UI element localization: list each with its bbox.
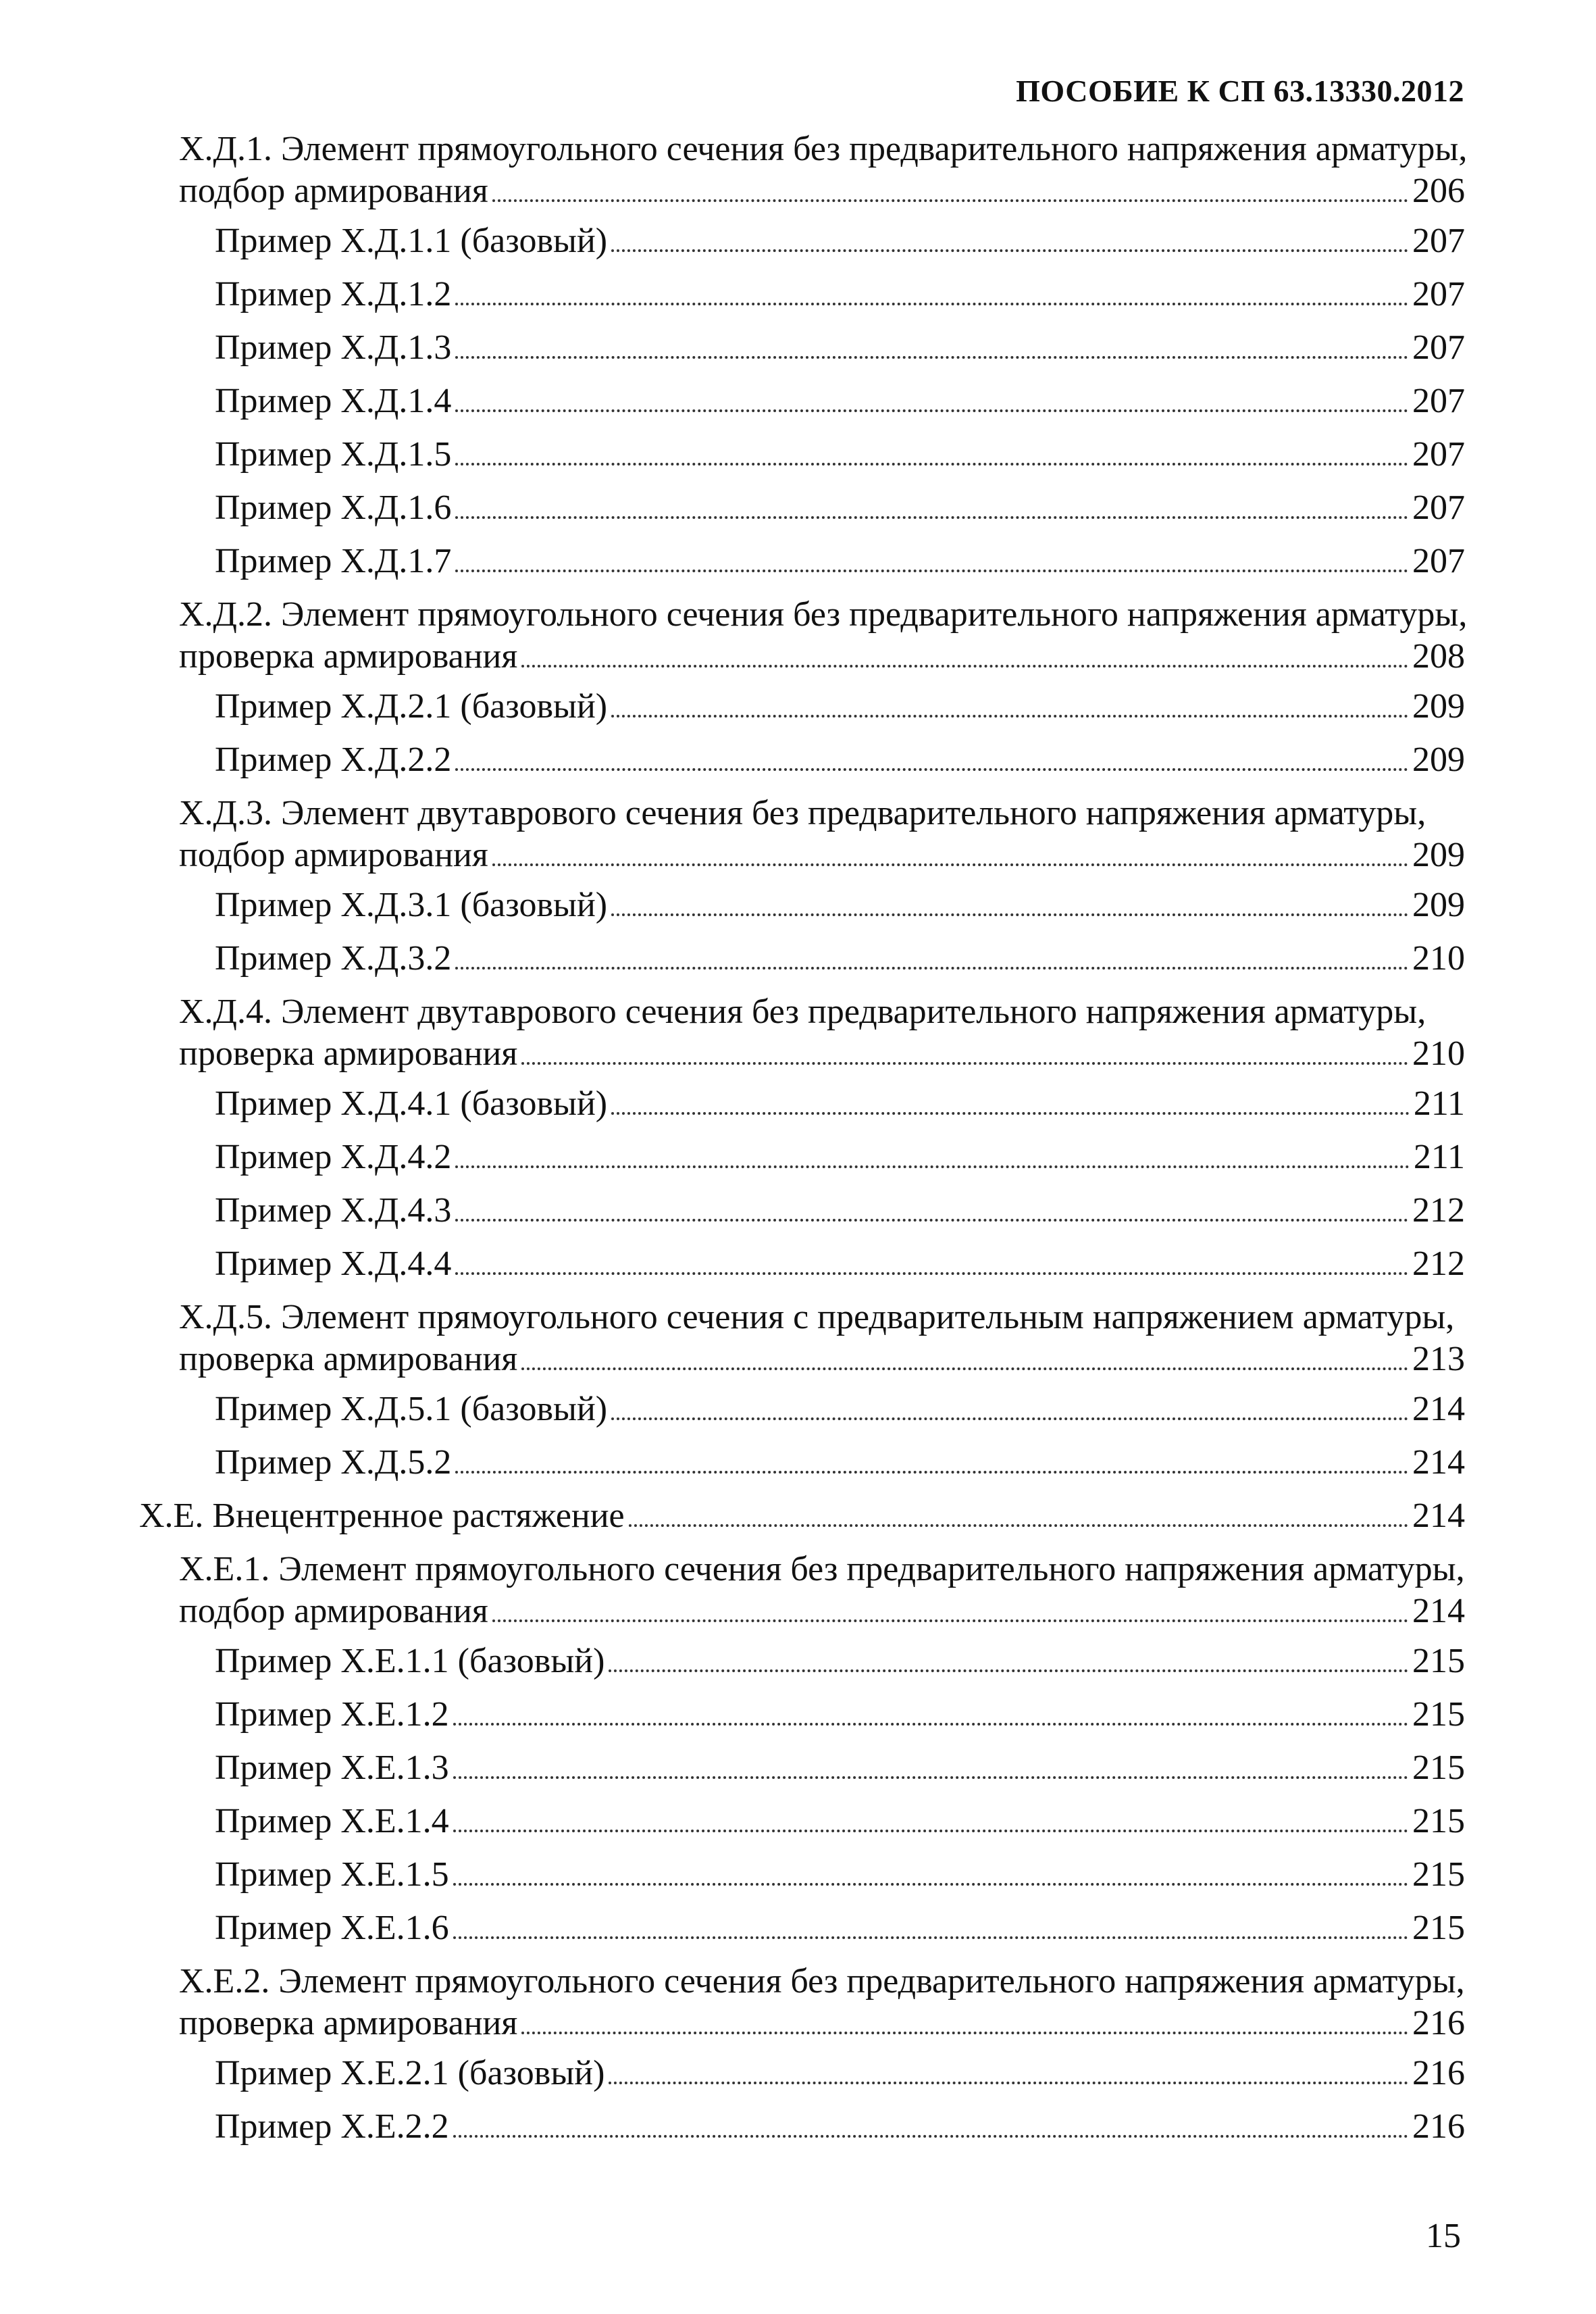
toc-entry-page: 214 bbox=[1412, 1496, 1465, 1535]
toc-entry-leader-line bbox=[215, 1747, 1465, 1789]
toc-example-entry[interactable] bbox=[215, 1136, 1465, 1190]
toc-entry-page: 209 bbox=[1412, 836, 1465, 874]
toc-entry-leader-line bbox=[179, 1590, 1465, 1632]
dot-leader bbox=[611, 913, 1408, 916]
toc-entry-page: 208 bbox=[1412, 637, 1465, 676]
toc-entry-page: 215 bbox=[1412, 1695, 1465, 1734]
toc-entry-page: 209 bbox=[1412, 740, 1465, 779]
toc-subsection-entry[interactable] bbox=[179, 1961, 1465, 2053]
toc-example-entry[interactable] bbox=[215, 1907, 1465, 1961]
toc-entry-page: 214 bbox=[1412, 1443, 1465, 1482]
toc-entry-title: проверка армирования bbox=[179, 2004, 518, 2042]
toc-entry-leader-line bbox=[215, 274, 1465, 316]
toc-entry-leader-line bbox=[215, 1801, 1465, 1842]
toc-entry-title: Пример Х.Д.1.3 bbox=[215, 328, 452, 367]
dot-leader bbox=[611, 715, 1408, 718]
dot-leader bbox=[453, 2135, 1408, 2138]
toc-entry-leader-line bbox=[215, 1442, 1465, 1484]
toc-entry-leader-line bbox=[215, 2106, 1465, 2148]
dot-leader bbox=[611, 1112, 1410, 1115]
toc-entry-title: Пример Х.Е.1.4 bbox=[215, 1802, 449, 1840]
toc-entry-leader-line bbox=[215, 1190, 1465, 1232]
toc-entry-page: 215 bbox=[1412, 1909, 1465, 1947]
toc-entry-leader-line bbox=[179, 636, 1465, 678]
toc-entry-page: 215 bbox=[1412, 1855, 1465, 1894]
toc-entry-leader-line bbox=[139, 1495, 1465, 1537]
toc-entry-page: 210 bbox=[1412, 939, 1465, 978]
toc-entry-title: Пример Х.Е.2.1 (базовый) bbox=[215, 2054, 605, 2092]
toc-entry-page: 212 bbox=[1412, 1244, 1465, 1283]
toc-entry-leader-line bbox=[215, 1640, 1465, 1682]
toc-entry-page: 211 bbox=[1413, 1084, 1465, 1123]
toc-entry-title-line: Х.Е.1. Элемент прямоугольного сечения без предварительного напряжения арматуры, bbox=[179, 1550, 1465, 1588]
dot-leader bbox=[455, 1165, 1410, 1168]
toc-example-entry[interactable] bbox=[215, 434, 1465, 487]
dot-leader bbox=[455, 967, 1408, 970]
toc-entry-title-line: Х.Д.4. Элемент двутаврового сечения без предварительного напряжения арматуры, bbox=[179, 992, 1426, 1031]
running-header: ПОСОБИЕ К СП 63.13330.2012 bbox=[1016, 74, 1464, 108]
dot-leader bbox=[455, 1471, 1408, 1474]
toc-subsection-entry[interactable] bbox=[179, 594, 1468, 686]
dot-leader bbox=[455, 570, 1408, 572]
toc-entry-title: Пример Х.Е.1.2 bbox=[215, 1695, 449, 1734]
toc-entry-title: Пример Х.Е.1.5 bbox=[215, 1855, 449, 1894]
toc-entry-page: 211 bbox=[1413, 1138, 1465, 1176]
dot-leader bbox=[455, 768, 1408, 771]
toc-entry-page: 214 bbox=[1412, 1592, 1465, 1630]
toc-entry-title: подбор армирования bbox=[179, 1592, 488, 1630]
toc-example-entry[interactable] bbox=[215, 739, 1465, 793]
toc-entry-page: 207 bbox=[1412, 435, 1465, 474]
toc-entry-page: 216 bbox=[1412, 2054, 1465, 2092]
toc-entry-title: Пример Х.Д.4.4 bbox=[215, 1244, 452, 1283]
dot-leader bbox=[455, 356, 1408, 359]
toc-entry-title: Пример Х.Д.1.4 bbox=[215, 382, 452, 420]
dot-leader bbox=[521, 665, 1408, 668]
dot-leader bbox=[453, 1723, 1408, 1726]
toc-entry-page: 209 bbox=[1412, 886, 1465, 924]
toc-example-entry[interactable] bbox=[215, 540, 1465, 594]
dot-leader bbox=[611, 249, 1408, 252]
toc-entry-leader-line bbox=[215, 540, 1465, 582]
toc-example-entry[interactable] bbox=[215, 1640, 1465, 1694]
toc-example-entry[interactable] bbox=[215, 327, 1465, 380]
toc-example-entry[interactable] bbox=[215, 2106, 1465, 2159]
toc-entry-title-line: Х.Д.1. Элемент прямоугольного сечения без предварительного напряжения арматуры, bbox=[179, 130, 1468, 168]
dot-leader bbox=[453, 1776, 1408, 1779]
toc-entry-title-line: Х.Д.2. Элемент прямоугольного сечения без предварительного напряжения арматуры, bbox=[179, 595, 1468, 634]
toc-example-entry[interactable] bbox=[215, 884, 1465, 938]
toc-entry-title: Пример Х.Е.1.6 bbox=[215, 1909, 449, 1947]
toc-entry-title: Пример Х.Д.1.2 bbox=[215, 275, 452, 313]
toc-subsection-entry[interactable] bbox=[179, 128, 1468, 220]
toc-entry-leader-line bbox=[179, 834, 1465, 876]
toc-example-entry[interactable] bbox=[215, 274, 1465, 327]
toc-entry-leader-line bbox=[215, 686, 1465, 728]
toc-entry-leader-line bbox=[215, 938, 1465, 980]
page-number: 15 bbox=[1426, 2217, 1461, 2255]
toc-entry-leader-line bbox=[215, 1854, 1465, 1896]
dot-leader bbox=[609, 2082, 1408, 2084]
toc-entry-leader-line bbox=[215, 884, 1465, 926]
toc-example-entry[interactable] bbox=[215, 1243, 1465, 1297]
dot-leader bbox=[455, 1272, 1408, 1275]
dot-leader bbox=[492, 199, 1408, 202]
toc-subsection-entry[interactable] bbox=[179, 991, 1465, 1083]
dot-leader bbox=[453, 1830, 1408, 1832]
toc-entry-page: 207 bbox=[1412, 222, 1465, 260]
toc-example-entry[interactable] bbox=[215, 1747, 1465, 1801]
dot-leader bbox=[521, 1062, 1408, 1065]
toc-example-entry[interactable] bbox=[215, 1442, 1465, 1495]
toc-entry-leader-line bbox=[215, 1694, 1465, 1736]
toc-entry-leader-line bbox=[215, 1136, 1465, 1178]
dot-leader bbox=[629, 1524, 1408, 1527]
toc-entry-title: Пример Х.Д.5.2 bbox=[215, 1443, 452, 1482]
toc-entry-page: 215 bbox=[1412, 1749, 1465, 1787]
dot-leader bbox=[455, 516, 1408, 519]
toc-subsection-entry[interactable] bbox=[179, 1297, 1465, 1388]
toc-entry-title: проверка армирования bbox=[179, 1034, 518, 1073]
toc-entry-title-line: Х.Е.2. Элемент прямоугольного сечения без предварительного напряжения арматуры, bbox=[179, 1962, 1465, 2001]
toc-example-entry[interactable] bbox=[215, 1190, 1465, 1243]
toc-entry-leader-line bbox=[215, 1083, 1465, 1125]
toc-entry-leader-line bbox=[215, 2053, 1465, 2094]
toc-entry-title: Пример Х.Д.2.1 (базовый) bbox=[215, 687, 608, 726]
toc-entry-page: 207 bbox=[1412, 542, 1465, 580]
toc-entry-title: Пример Х.Д.4.1 (базовый) bbox=[215, 1084, 608, 1123]
toc-entry-leader-line bbox=[215, 487, 1465, 529]
dot-leader bbox=[611, 1417, 1408, 1420]
toc-example-entry[interactable] bbox=[215, 1694, 1465, 1747]
toc-entry-page: 210 bbox=[1412, 1034, 1465, 1073]
dot-leader bbox=[521, 1367, 1408, 1370]
toc-entry-title: Пример Х.Д.1.1 (базовый) bbox=[215, 222, 608, 260]
toc-entry-title-line: Х.Д.5. Элемент прямоугольного сечения с предварительным напряжением арматуры, bbox=[179, 1298, 1455, 1336]
toc-entry-leader-line bbox=[215, 1243, 1465, 1285]
toc-example-entry[interactable] bbox=[215, 1083, 1465, 1136]
toc-entry-leader-line bbox=[215, 1907, 1465, 1949]
toc-entry-title: проверка армирования bbox=[179, 637, 518, 676]
toc-example-entry[interactable] bbox=[215, 220, 1465, 274]
toc-example-entry[interactable] bbox=[215, 487, 1465, 540]
toc-entry-title: Пример Х.Е.1.3 bbox=[215, 1749, 449, 1787]
toc-entry-title: подбор армирования bbox=[179, 836, 488, 874]
table-of-contents bbox=[0, 128, 1596, 2159]
toc-entry-page: 207 bbox=[1412, 488, 1465, 527]
toc-entry-leader-line bbox=[179, 170, 1465, 212]
dot-leader bbox=[521, 2032, 1408, 2034]
toc-entry-page: 214 bbox=[1412, 1390, 1465, 1428]
toc-entry-title: Х.Е. Внецентренное растяжение bbox=[139, 1496, 625, 1535]
toc-entry-title: Пример Х.Д.1.5 bbox=[215, 435, 452, 474]
dot-leader bbox=[453, 1883, 1408, 1886]
toc-entry-page: 213 bbox=[1412, 1340, 1465, 1378]
toc-section-entry[interactable] bbox=[139, 1495, 1465, 1549]
toc-example-entry[interactable] bbox=[215, 380, 1465, 434]
toc-entry-page: 207 bbox=[1412, 382, 1465, 420]
toc-entry-page: 207 bbox=[1412, 275, 1465, 313]
toc-entry-title: Пример Х.Е.2.2 bbox=[215, 2107, 449, 2146]
toc-entry-leader-line bbox=[215, 434, 1465, 476]
toc-entry-leader-line bbox=[215, 380, 1465, 422]
toc-entry-title: Пример Х.Д.1.6 bbox=[215, 488, 452, 527]
toc-subsection-entry[interactable] bbox=[179, 1549, 1465, 1640]
dot-leader bbox=[455, 463, 1408, 466]
toc-entry-page: 216 bbox=[1412, 2107, 1465, 2146]
toc-entry-title: Пример Х.Д.4.3 bbox=[215, 1191, 452, 1230]
toc-entry-title: Пример Х.Д.1.7 bbox=[215, 542, 452, 580]
toc-example-entry[interactable] bbox=[215, 1801, 1465, 1854]
toc-entry-page: 215 bbox=[1412, 1642, 1465, 1680]
toc-entry-leader-line bbox=[215, 327, 1465, 369]
toc-entry-page: 215 bbox=[1412, 1802, 1465, 1840]
toc-subsection-entry[interactable] bbox=[179, 793, 1465, 884]
toc-example-entry[interactable] bbox=[215, 686, 1465, 739]
toc-entry-leader-line bbox=[179, 2003, 1465, 2044]
toc-entry-leader-line bbox=[215, 220, 1465, 262]
toc-entry-page: 207 bbox=[1412, 328, 1465, 367]
toc-entry-title: Пример Х.Д.2.2 bbox=[215, 740, 452, 779]
toc-entry-title: Пример Х.Е.1.1 (базовый) bbox=[215, 1642, 605, 1680]
dot-leader bbox=[609, 1669, 1408, 1672]
toc-entry-title: проверка армирования bbox=[179, 1340, 518, 1378]
dot-leader bbox=[455, 1219, 1408, 1222]
toc-entry-page: 209 bbox=[1412, 687, 1465, 726]
toc-example-entry[interactable] bbox=[215, 1854, 1465, 1907]
toc-entry-title: подбор армирования bbox=[179, 172, 488, 210]
dot-leader bbox=[492, 863, 1408, 866]
toc-entry-title-line: Х.Д.3. Элемент двутаврового сечения без предварительного напряжения арматуры, bbox=[179, 794, 1426, 832]
toc-entry-title: Пример Х.Д.3.2 bbox=[215, 939, 452, 978]
dot-leader bbox=[453, 1936, 1408, 1939]
toc-entry-title: Пример Х.Д.3.1 (базовый) bbox=[215, 886, 608, 924]
toc-entry-page: 206 bbox=[1412, 172, 1465, 210]
toc-entry-leader-line bbox=[215, 739, 1465, 781]
toc-example-entry[interactable] bbox=[215, 2053, 1465, 2106]
toc-example-entry[interactable] bbox=[215, 938, 1465, 991]
toc-entry-page: 216 bbox=[1412, 2004, 1465, 2042]
toc-entry-page: 212 bbox=[1412, 1191, 1465, 1230]
dot-leader bbox=[492, 1619, 1408, 1622]
toc-example-entry[interactable] bbox=[215, 1388, 1465, 1442]
toc-entry-title: Пример Х.Д.5.1 (базовый) bbox=[215, 1390, 608, 1428]
toc-entry-leader-line bbox=[179, 1338, 1465, 1380]
dot-leader bbox=[455, 303, 1408, 305]
toc-entry-leader-line bbox=[179, 1033, 1465, 1075]
dot-leader bbox=[455, 409, 1408, 412]
toc-entry-leader-line bbox=[215, 1388, 1465, 1430]
toc-entry-title: Пример Х.Д.4.2 bbox=[215, 1138, 452, 1176]
